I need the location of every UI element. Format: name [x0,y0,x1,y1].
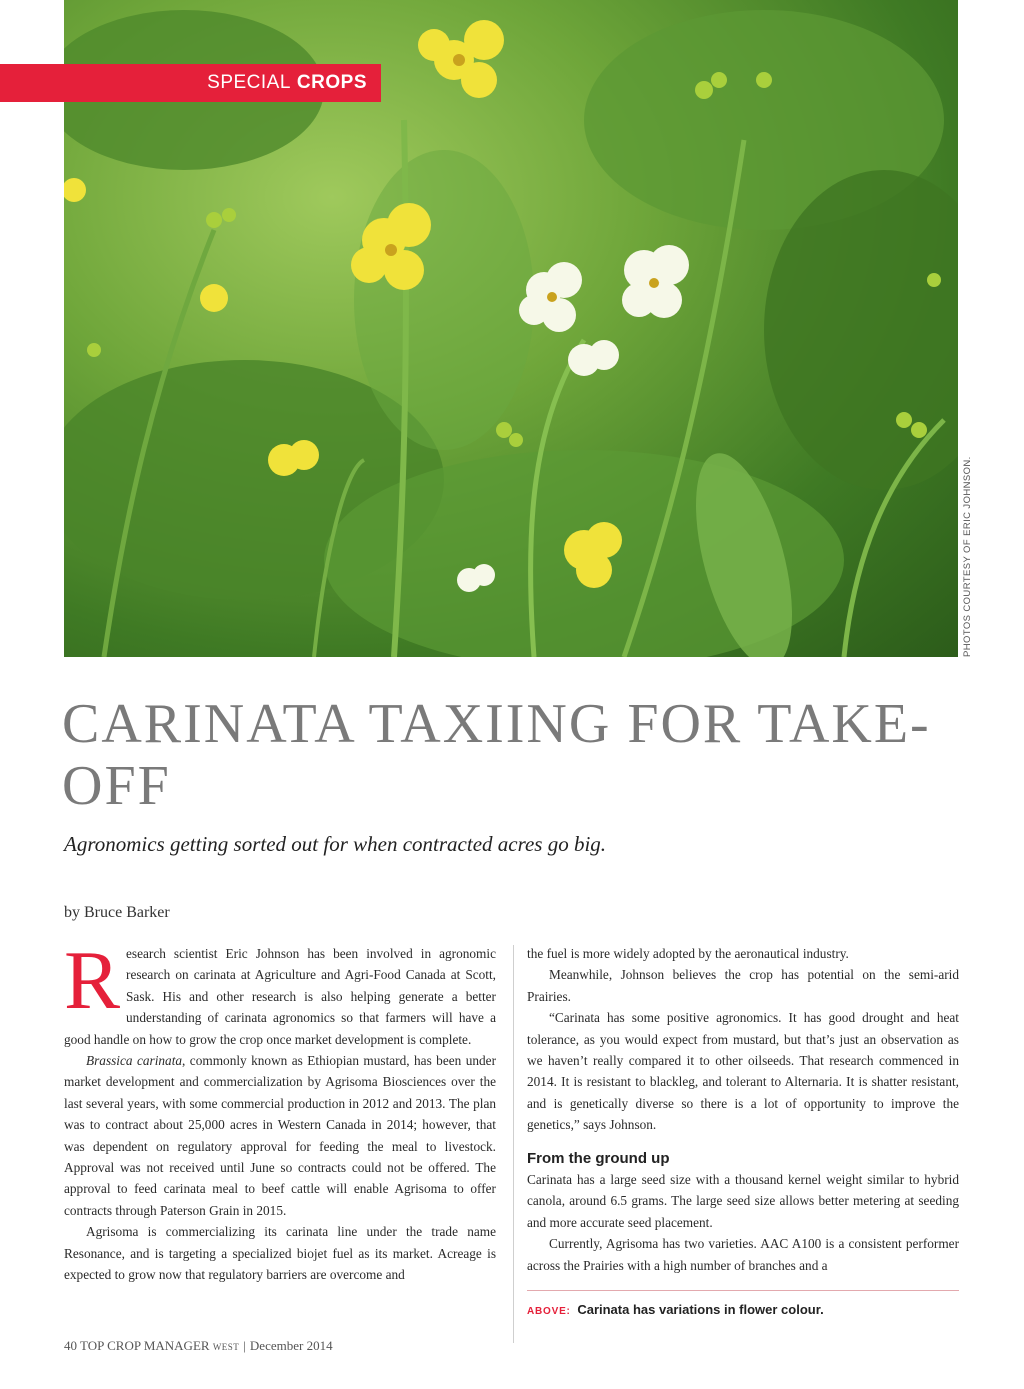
column-divider [513,945,514,1343]
paragraph-text: esearch scientist Eric Johnson has been involved in agronomic research on carinata at Agriculture and Agri-Food Canada at Scott, Sask. His and other research is also helping generate a better understanding of carinata agronomics so that farmers will have a good handle on how to grow the crop once market development is complete. [64,946,496,1047]
caption-label: ABOVE: [527,1306,571,1317]
page-footer [64,1338,333,1354]
article-column-right [527,943,959,1276]
page-number: 40 [64,1338,77,1353]
footer-separator: | [243,1338,246,1353]
article-column-left [64,934,496,1286]
paragraph: Meanwhile, Johnson believes the crop has potential on the semi-arid Prairies. [527,967,959,1004]
magazine-name: TOP CROP MANAGER [80,1338,210,1353]
photo-caption [527,1302,824,1317]
section-tag [0,64,381,102]
caption-text: Carinata has variations in flower colour. [577,1302,824,1317]
issue-date: December 2014 [249,1338,333,1353]
drop-cap: R [64,934,121,1027]
section-prefix: SPECIAL [207,72,291,93]
paragraph [64,1050,496,1221]
section-subhead: From the ground up [527,1149,670,1167]
paragraph-text: , commonly known as Ethiopian mustard, has been under market development and commercialization by Agrisoma Biosciences over the last several years, with some commercial production in 2012 and 2013. The plan was to contract about 25,000 acres in Western Canada in 2014; however, that was dependent on regulatory approval for feeding the meal to livestock. Approval was not received until June so contracts could not be offered. The approval to feed carinata meal to beef cattle will enable Agrisoma to offer contracts through Paterson Grain in 2015. [64,1053,496,1218]
paragraph: the fuel is more widely adopted by the aeronautical industry. [527,946,849,961]
article-title: CARINATA TAXIING FOR TAKE-OFF [62,693,931,817]
byline: by Bruce Barker [64,904,170,921]
paragraph [64,934,496,1050]
caption-rule [527,1290,959,1291]
section-emphasis: CROPS [296,72,367,93]
photo-credit: PHOTOS COURTESY OF ERIC JOHNSON. [962,456,973,657]
article-subtitle: Agronomics getting sorted out for when contracted acres go big. [64,832,607,856]
paragraph: Currently, Agrisoma has two varieties. AAC A100 is a consistent performer across the Prairies with a high number of branches and a [527,1236,959,1273]
magazine-edition: WEST [212,1342,240,1352]
paragraph: Agrisoma is commercializing its carinata line under the trade name Resonance, and is targeting a specialized biojet fuel as its market. Acreage is expected to grow now that regulatory barriers are overcome and [64,1224,496,1283]
paragraph: Carinata has a large seed size with a thousand kernel weight similar to hybrid canola, around 6.5 grams. The large seed size allows better metering at seeding and more accurate seed placement. [527,1172,959,1230]
species-name: Brassica carinata [86,1053,183,1069]
paragraph: “Carinata has some positive agronomics. It has good drought and heat tolerance, as you would expect from mustard, but that’s just an observation as we haven’t really compared it to other oilseeds. That research commenced in 2014. It is resistant to blackleg, and tolerant to Alternaria. It is shatter resistant, and is genetically diverse so there is a lot of opportunity to improve the genetics,” says Johnson. [527,1010,959,1133]
